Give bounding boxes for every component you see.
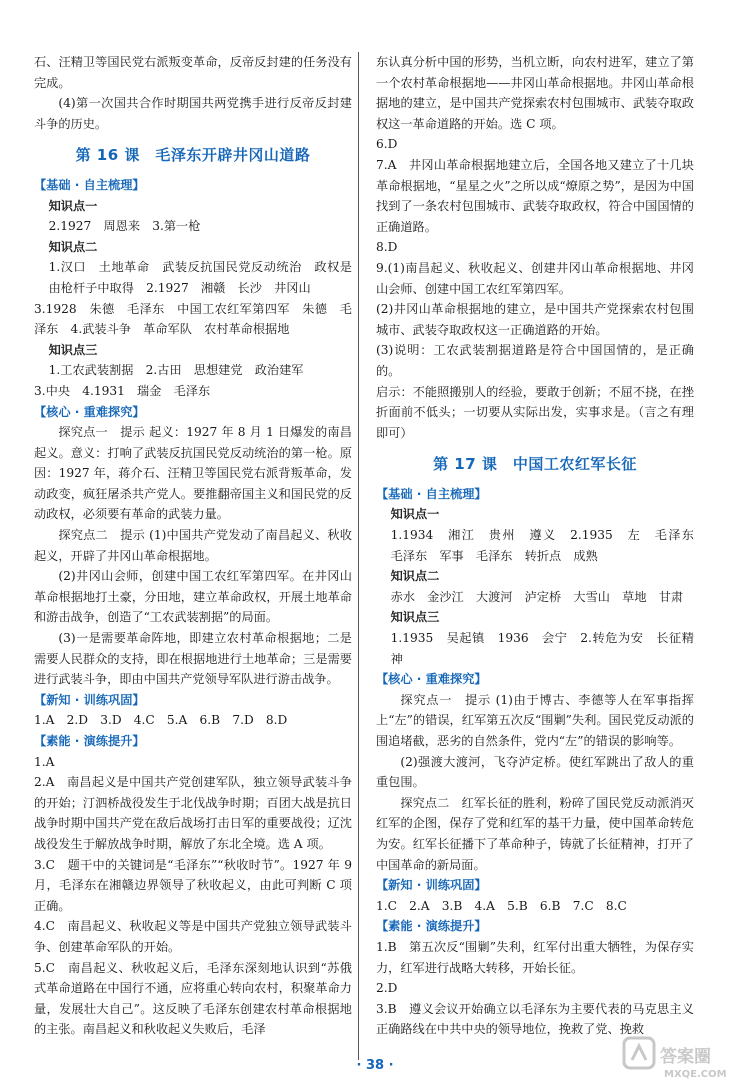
answer-item: 3.B 遵义会议开始确立以毛泽东为主要代表的马克思主义正确路线在中共中央的领导地位，挽救了党、挽救: [376, 1001, 694, 1037]
answer-line: 1.A 2.D 3.D 4.C 5.A 6.B 7.D 8.D: [34, 713, 288, 728]
answer-item-part: (3)说明：工农武装割据道路是符合中国国情的，是正确的。: [376, 343, 694, 378]
right-column: [376, 52, 707, 1040]
answer-item-continued: 东认真分析中国的形势，当机立断，向农村进军，建立了第一个农村革命根据地——井冈山革命根据地。井冈山革命根据地的建立，是中国共产党探索农村包围城市、武装夺取政权这一革命道路的开始。选 C 项。: [376, 55, 694, 131]
knowledge-point-1: 知识点一: [390, 507, 440, 522]
answer-item: 7.A 井冈山革命根据地建立后，全国各地又建立了十几块革命根据地，“星星之火”之所以成“燎原之势”，是因为中国找到了一条农村包围城市、武装夺取政权，符合中国国情的正确道路。: [376, 157, 694, 234]
explore-point-2: 探究点二 红军长征的胜利，粉碎了国民党反动派消灭红军的企图，保存了党和红军的基干力量，使中国革命转危为安。红军长征播下了革命种子，铸就了长征精神，打开了中国革命的新局面。: [376, 795, 694, 872]
answer-line: 3.中央 4.1931 瑞金 毛泽东: [34, 383, 211, 398]
section-header-core: 【核心 · 重难探究】: [34, 404, 145, 419]
answer-item: 3.C 题干中的关键词是“毛泽东”“秋收时节”。1927 年 9 月，毛泽东在湘赣边界领导了秋收起义，由此可判断 C 项正确。: [34, 857, 352, 913]
answer-line: 1.工农武装割据 2.古田 思想建党 政治建军: [48, 363, 304, 378]
answer-line: 赤水 金沙江 大渡河 泸定桥 大雪山 草地 甘肃: [390, 589, 684, 604]
answer-item: 5.C 南昌起义、秋收起义后，毛泽东深刻地认识到“苏俄式革命道路在中国行不通，应将重心转向农村，积聚革命力量，发展壮大自己”。这反映了毛泽东创建农村革命根据地的主张。南昌起义和秋收起义失败后，毛泽: [34, 960, 352, 1037]
svg-text:答案圈: 答案圈: [660, 1047, 711, 1067]
watermark-logo: [618, 1034, 736, 1080]
answer-item-part: 启示：不能照搬别人的经验，要敢于创新；不屈不挠，在挫折面前不低头；一切要从实际出发，实事求是。（言之有理即可）: [376, 384, 694, 440]
section-header-basic: 【基础 · 自主梳理】: [34, 177, 145, 192]
explore-point-2-part: (3)一是需要革命阵地，即建立农村革命根据地；二是需要人民群众的支持，即在根据地进行土地革命；三是需要进行武装斗争，即由中国共产党领导军队进行游击战争。: [34, 631, 352, 687]
answer-line: 1.C 2.A 3.B 4.A 5.B 6.B 7.C 8.C: [376, 898, 627, 913]
answer-line: 3.1928 朱德 毛泽东 中国工农红军第四军 朱德 毛泽东 4.武装斗争 革命军队 农村革命根据地: [34, 301, 352, 337]
explore-point-1: 探究点一 提示 起义：1927 年 8 月 1 日爆发的南昌起义。意义：打响了武装反抗国民党反动统治的第一枪。原因：1927 年，蒋介石、汪精卫等国民党右派背叛革命，发动政变，疯狂屠杀共产党人。要推翻帝国主义和国民党的反动政权，必须要有革命的武装力量。: [34, 425, 352, 522]
answer-item: 9.(1)南昌起义、秋收起义、创建井冈山革命根据地、井冈山会师、创建中国工农红军第四军。: [376, 260, 694, 296]
explore-point-1: 探究点一 提示 (1)由于博古、李德等人在军事指挥上“左”的错误，红军第五次反“围剿”失利。国民党反动派的围追堵截，恶劣的自然条件，党内“左”的错误的影响等。: [376, 692, 694, 748]
knowledge-point-2: 知识点二: [48, 239, 98, 254]
knowledge-point-3: 知识点三: [48, 342, 98, 357]
explore-point-2: 探究点二 提示 (1)中国共产党发动了南昌起义、秋收起义，开辟了井冈山革命根据地。: [34, 528, 352, 563]
knowledge-point-1: 知识点一: [48, 198, 98, 213]
answer-item: 2.A 南昌起义是中国共产党创建军队，独立领导武装斗争的开始；汀泗桥战役发生于北伐战争时期；百团大战是抗日战争时期中国共产党在敌后战场打击日军的重要战役；辽沈战役发生于解放战争时期，解放了东北全境。选 A 项。: [34, 775, 352, 851]
answer-item: 4.C 南昌起义、秋收起义等是中国共产党独立领导武装斗争、创建革命军队的开始。: [34, 919, 352, 954]
answer-item: 2.D: [376, 981, 398, 996]
answer-item: 6.D: [376, 137, 398, 152]
intro-text: (4)第一次国共合作时期国共两党携手进行反帝反封建斗争的历史。: [34, 96, 352, 131]
answer-line: 1.汉口 土地革命 武装反抗国民党反动统治 政权是由枪杆子中取得 2.1927 湘赣 长沙 井冈山: [48, 260, 352, 295]
section-header-skill: 【素能 · 演练提升】: [34, 734, 145, 748]
section-header-new: 【新知 · 训练巩固】: [376, 878, 487, 893]
answer-item: 8.D: [376, 240, 398, 255]
answer-line: 2.1927 周恩来 3.第一枪: [48, 219, 201, 234]
lesson-17-title: 第 17 课 中国工农红军长征: [433, 455, 637, 474]
intro-text: 石、汪精卫等国民党右派叛变革命，反帝反封建的任务没有完成。: [34, 55, 352, 90]
answer-line: 1.1935 吴起镇 1936 会宁 2.转危为安 长征精神: [390, 631, 694, 666]
explore-point-2-part: (2)井冈山会师，创建中国工农红军第四军。在井冈山革命根据地打土豪，分田地，建立革命政权，开展土地革命和游击战争，创造了“工农武装割据”的局面。: [34, 569, 352, 625]
knowledge-point-3: 知识点三: [390, 610, 440, 625]
explore-point-1-part: (2)强渡大渡河，飞夺泸定桥。使红军跳出了敌人的重重包围。: [376, 754, 694, 790]
section-header-basic: 【基础 · 自主梳理】: [376, 486, 487, 501]
answer-item: 1.A: [34, 754, 55, 769]
answer-item: 1.B 第五次反“围剿”失利，红军付出重大牺牲，为保存实力，红军进行战略大转移，开始长征。: [376, 939, 694, 975]
left-column: [34, 52, 352, 1040]
section-header-skill: 【素能 · 演练提升】: [376, 919, 487, 934]
lesson-16-title: 第 16 课 毛泽东开辟井冈山道路: [75, 146, 311, 165]
watermark-text: MXQE.COM: [664, 1069, 727, 1080]
section-header-new: 【新知 · 训练巩固】: [34, 692, 145, 707]
section-header-core: 【核心 · 重难探究】: [376, 672, 487, 687]
knowledge-point-2: 知识点二: [390, 569, 440, 584]
page-number: · 38 ·: [356, 1058, 394, 1073]
answer-item-part: (2)井冈山革命根据地的建立，是中国共产党探索农村包围城市、武装夺取政权这一正确道路的开始。: [376, 302, 694, 337]
answer-line: 1.1934 湘江 贵州 遵义 2.1935 左 毛泽东 毛泽东 军事 毛泽东 转折点 成熟: [390, 528, 707, 563]
column-divider: [358, 52, 359, 1060]
